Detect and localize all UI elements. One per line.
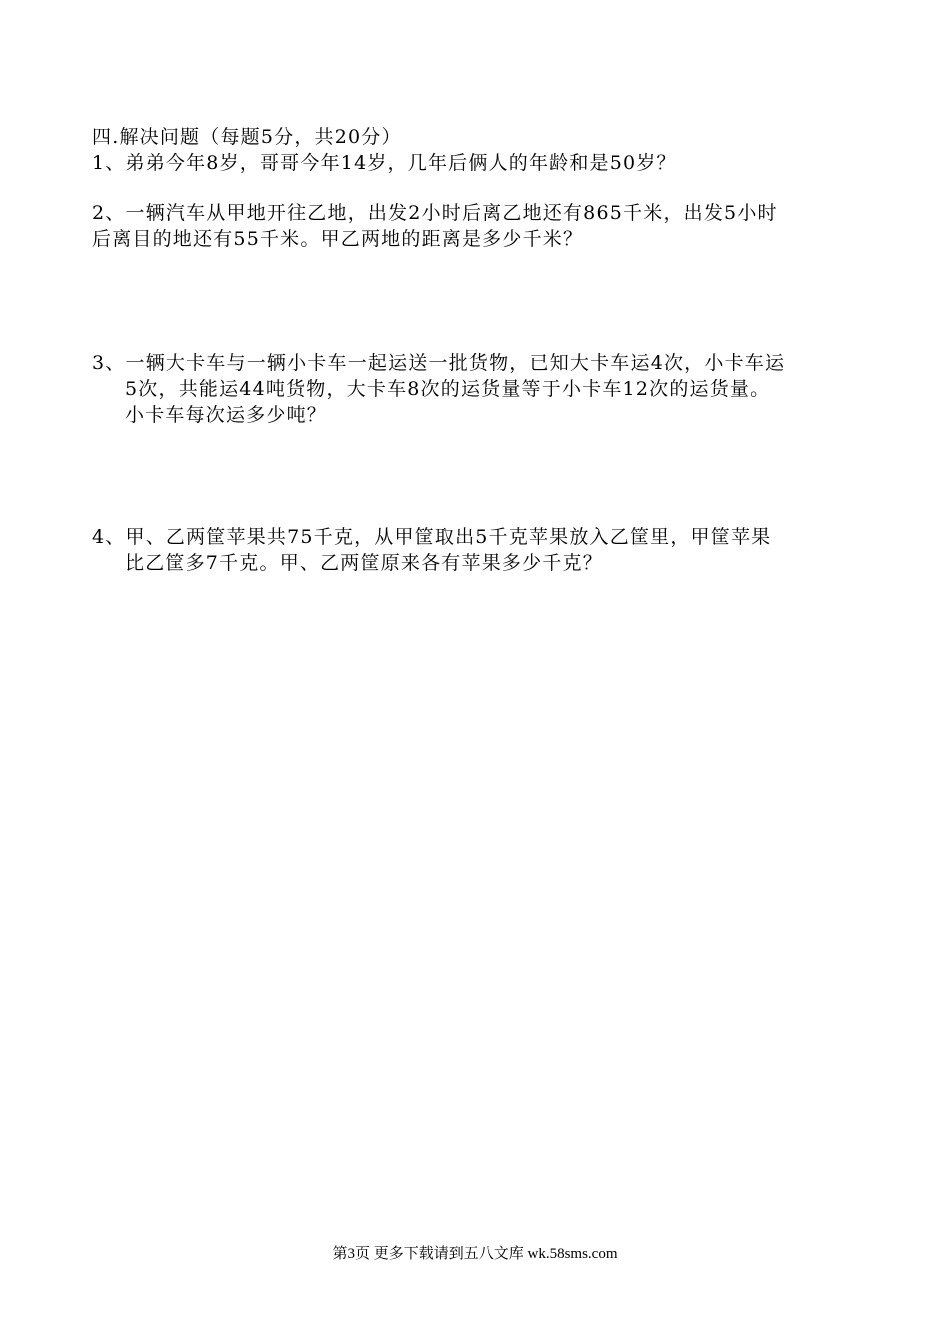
page-footer: 第3页 更多下载请到五八文库 wk.58sms.com bbox=[332, 1246, 618, 1262]
question-4-line-2: 比乙筐多7千克。甲、乙两筐原来各有苹果多少千克？ bbox=[125, 552, 603, 574]
question-3-line-1: 3、一辆大卡车与一辆小卡车一起运送一批货物，已知大卡车运4次，小卡车运 bbox=[92, 352, 786, 374]
question-1-line-1: 1、弟弟今年8岁，哥哥今年14岁，几年后俩人的年龄和是50岁？ bbox=[92, 152, 677, 174]
question-2-line-1: 2、一辆汽车从甲地开往乙地，出发2小时后离乙地还有865千米，出发5小时 bbox=[92, 202, 778, 224]
question-3-line-2: 5次，共能运44吨货物，大卡车8次的运货量等于小卡车12次的运货量。 bbox=[125, 378, 771, 400]
question-3-line-3: 小卡车每次运多少吨？ bbox=[125, 404, 328, 426]
section-heading: 四.解决问题（每题5分，共20分） bbox=[92, 126, 402, 148]
question-4-line-1: 4、甲、乙两筐苹果共75千克，从甲筐取出5千克苹果放入乙筐里，甲筐苹果 bbox=[92, 526, 772, 548]
question-2-line-2: 后离目的地还有55千米。甲乙两地的距离是多少千米？ bbox=[92, 228, 584, 250]
